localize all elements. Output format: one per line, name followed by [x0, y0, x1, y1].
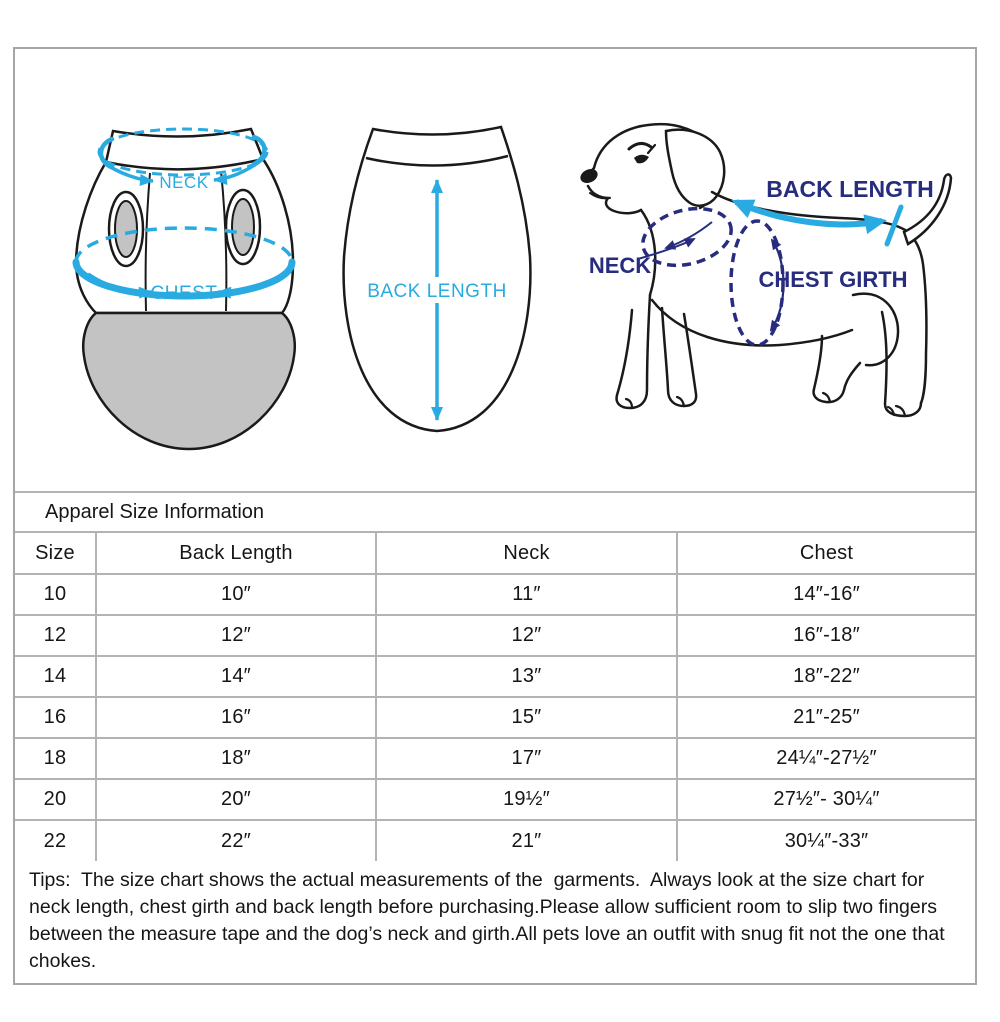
dog-annotations [589, 176, 934, 345]
cell-size: 20 [15, 779, 96, 820]
dog-neck-label: NECK [588, 253, 652, 278]
cell-size: 16 [15, 697, 96, 738]
cell-neck: 12″ [376, 615, 677, 656]
back-length-label: BACK LENGTH [367, 281, 507, 302]
cell-chest: 27½″- 30¼″ [677, 779, 975, 820]
dog-rear-outline [905, 230, 926, 403]
cell-back-length: 20″ [96, 779, 376, 820]
cell-chest: 30¼″-33″ [677, 820, 975, 861]
table-row [15, 574, 975, 615]
cell-chest: 14″-16″ [677, 574, 975, 615]
cell-neck: 15″ [376, 697, 677, 738]
cell-neck: 11″ [376, 574, 677, 615]
dog-rear-near-leg [882, 312, 921, 416]
dog-rear-far-leg [814, 336, 860, 402]
armhole-left-inner [115, 201, 137, 257]
cell-size: 10 [15, 574, 96, 615]
cell-back-length: 14″ [96, 656, 376, 697]
cell-chest: 21″-25″ [677, 697, 975, 738]
table-title: Apparel Size Information [15, 493, 975, 533]
dog-belly [652, 300, 852, 345]
cell-chest: 24¼″-27½″ [677, 738, 975, 779]
cell-back-length: 16″ [96, 697, 376, 738]
cell-size: 22 [15, 820, 96, 861]
dog-haunch [853, 294, 898, 366]
vest-belly-panel [83, 313, 295, 449]
neck-arrow-b [666, 222, 712, 248]
diagrams-svg [15, 49, 975, 493]
table-row [15, 738, 975, 779]
cell-back-length: 10″ [96, 574, 376, 615]
cell-neck: 19½″ [376, 779, 677, 820]
table-row [15, 697, 975, 738]
cell-size: 14 [15, 656, 96, 697]
size-table [15, 533, 975, 861]
table-row [15, 779, 975, 820]
front-chest-label: CHEST [150, 283, 218, 304]
garment-back-diagram [344, 127, 531, 431]
cell-back-length: 22″ [96, 820, 376, 861]
table-row [15, 820, 975, 861]
dog-eye [634, 155, 649, 164]
col-header-chest: Chest [677, 533, 975, 574]
dog-jaw [588, 186, 641, 213]
dog-back-length-label: BACK LENGTH [766, 176, 934, 202]
table-row [15, 615, 975, 656]
measurement-diagrams [15, 49, 975, 493]
cell-neck: 17″ [376, 738, 677, 779]
col-header-neck: Neck [376, 533, 677, 574]
cell-chest: 16″-18″ [677, 615, 975, 656]
dog-chest-girth-label: CHEST GIRTH [758, 267, 908, 292]
dog-front-near-leg [617, 295, 650, 408]
cell-neck: 21″ [376, 820, 677, 861]
tips-text: Tips: The size chart shows the actual measurements of the garments. Always look at the size chart for neck length, chest girth and back length before purchasing.Please allow sufficient room to slip two fingers between the measure tape and the dog’s neck and girth.All pets love an outfit with snug fit not the one that chokes. [29, 869, 951, 972]
col-header-size: Size [15, 533, 96, 574]
cell-neck: 13″ [376, 656, 677, 697]
armhole-right-inner [232, 199, 254, 255]
dog-eyebrow [629, 143, 651, 149]
front-neck-label: NECK [159, 173, 209, 192]
table-header-row [15, 533, 975, 574]
table-row [15, 656, 975, 697]
size-chart-panel [13, 47, 977, 985]
dog-nose [578, 166, 600, 185]
cell-back-length: 12″ [96, 615, 376, 656]
cell-back-length: 18″ [96, 738, 376, 779]
cell-size: 12 [15, 615, 96, 656]
dog-back-arrow-endstop [887, 207, 901, 244]
cell-size: 18 [15, 738, 96, 779]
cell-chest: 18″-22″ [677, 656, 975, 697]
col-header-back-length: Back Length [96, 533, 376, 574]
garment-front-diagram [76, 129, 295, 449]
